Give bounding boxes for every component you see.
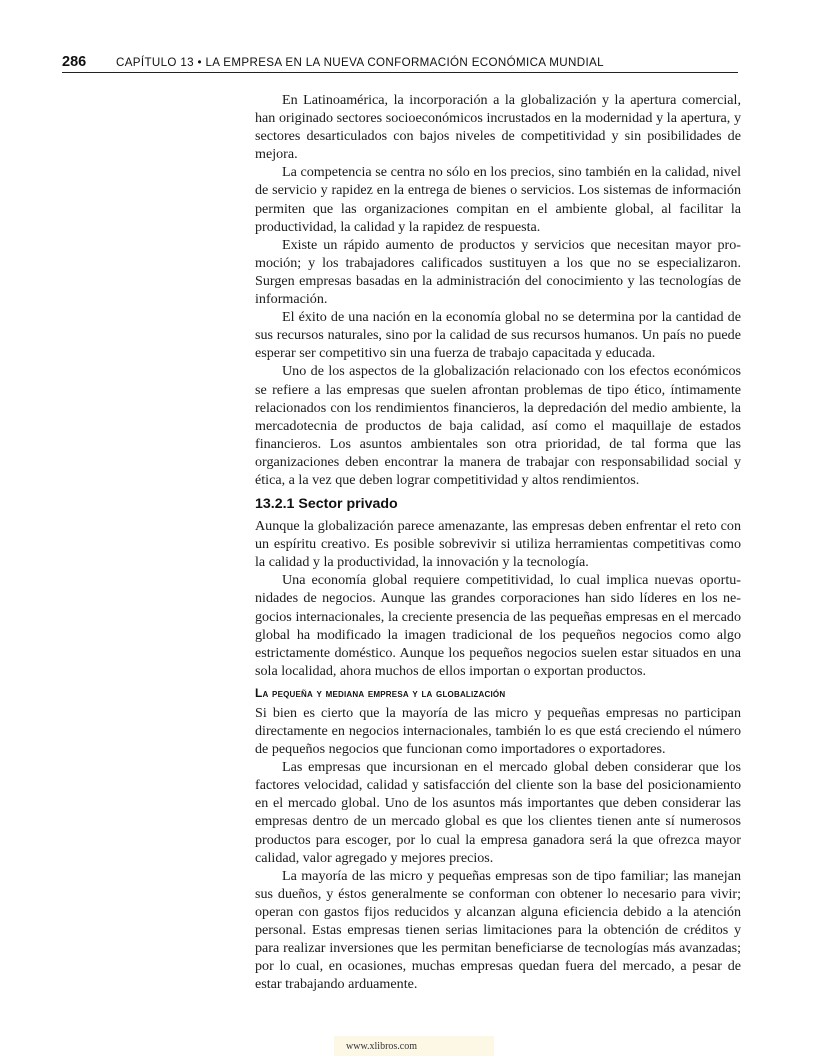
- body-text: [255, 91, 741, 993]
- paragraph: La competencia se centra no sólo en los precios, sino también en la calidad, nivel de servicio y rapidez en la entrega de bienes o servicios. Los sistemas de información permiten que las organizaciones compitan en el ambiente global, al facilitar la productividad, la calidad y la rapidez de respuesta.: [255, 164, 741, 235]
- paragraph: En Latinoamérica, la incorporación a la globalización y la apertura comercial, han originado sectores socioeconómicos incrustados en la modernidad y la apertura, y sectores desarticulados con bajos niveles de competitividad y sin posibilidades de mejora.: [255, 92, 741, 163]
- running-header: [62, 54, 738, 73]
- running-title: CAPÍTULO 13 • LA EMPRESA EN LA NUEVA CONFORMACIÓN ECONÓMICA MUNDIAL: [116, 56, 604, 69]
- section-heading: 13.2.1 Sector privado: [255, 496, 398, 513]
- paragraph: La mayoría de las micro y pequeñas empresas son de tipo familiar; las manejan sus dueños, y éstos generalmente se conforman con obtener lo necesario para vivir; operan con gastos fijos reducidos y alcanzan alguna eficiencia debido a la atención personal. Estas empresas tienen serias limitaciones para la obtención de créditos y para realizar inversiones que les permitan beneficiarse de tecnologías más avanzadas; por lo cual, en ocasiones, muchas empresas quedan fuera del mercado, a pesar de estar trabajando arduamente.: [255, 867, 741, 993]
- watermark-url: www.xlibros.com: [346, 1041, 418, 1052]
- paragraph: Una economía global requiere competitividad, lo cual implica nuevas oportunidades de negocios. Aunque las grandes corporaciones han sido líderes en los negocios internacionales, la creciente presencia de las pequeñas empresas en el mercado global ha modificado la imagen tradicional de los pequeños negocios como algo estrictamente doméstico. Aunque los pequeños negocios suelen estar situados en una sola localidad, ahora muchos de ellos importan o exportan productos.: [255, 572, 741, 679]
- paragraph: Si bien es cierto que la mayoría de las micro y pequeñas empresas no participan directamente en negocios internacionales, también lo es que está creciendo el número de pequeños negocios que funcionan como importadores o exportadores.: [255, 704, 741, 758]
- subsection-heading: La pequeña y mediana empresa y la globalización: [255, 685, 506, 700]
- paragraph: El éxito de una nación en la economía global no se determina por la cantidad de sus recursos naturales, sino por la calidad de sus recursos humanos. Un país no puede esperar ser competitivo sin una fuerza de trabajo capacitada y educada.: [255, 309, 741, 362]
- paragraph: Existe un rápido aumento de productos y servicios que necesitan mayor promoción; y los trabajadores calificados sustituyen a los que no se especializaron. Surgen empresas basadas en la administración del conocimiento y las tecnologías de información.: [255, 236, 741, 308]
- paragraph: Uno de los aspectos de la globalización relacionado con los efectos económicos se refiere a las empresas que suelen afrontan problemas de tipo ético, íntimamente relacionados con los rendimientos financieros, la depredación del medio ambiente, la mercadotecnia de productos de baja calidad, así como el maquillaje de estados financieros. Los asuntos ambientales son otra prioridad, de tal forma que las organizaciones deben encontrar la manera de trabajar con responsabilidad social y ética, a la vez que deben lograr competitividad y altos rendimientos.: [255, 363, 741, 488]
- page-number: 286: [62, 54, 87, 70]
- paragraph: Las empresas que incursionan en el mercado global deben considerar que los factores velocidad, calidad y satisfacción del cliente son la base del posicionamiento en el mercado global. Uno de los asuntos más importantes que deben considerar las empresas dentro de un mercado global es que los clientes tienen ante sí numerosos productos para escoger, por lo cual la empresa ganadora será la que ofrezca mayor calidad, valor agregado y mejores precios.: [255, 759, 741, 866]
- paragraph: Aunque la globalización parece amenazante, las empresas deben enfrentar el reto con un espíritu creativo. Es posible sobrevivir si utiliza herramientas competitivas como la calidad y la productividad, la innovación y la tecnología.: [255, 518, 741, 571]
- footer-watermark: [334, 1036, 494, 1056]
